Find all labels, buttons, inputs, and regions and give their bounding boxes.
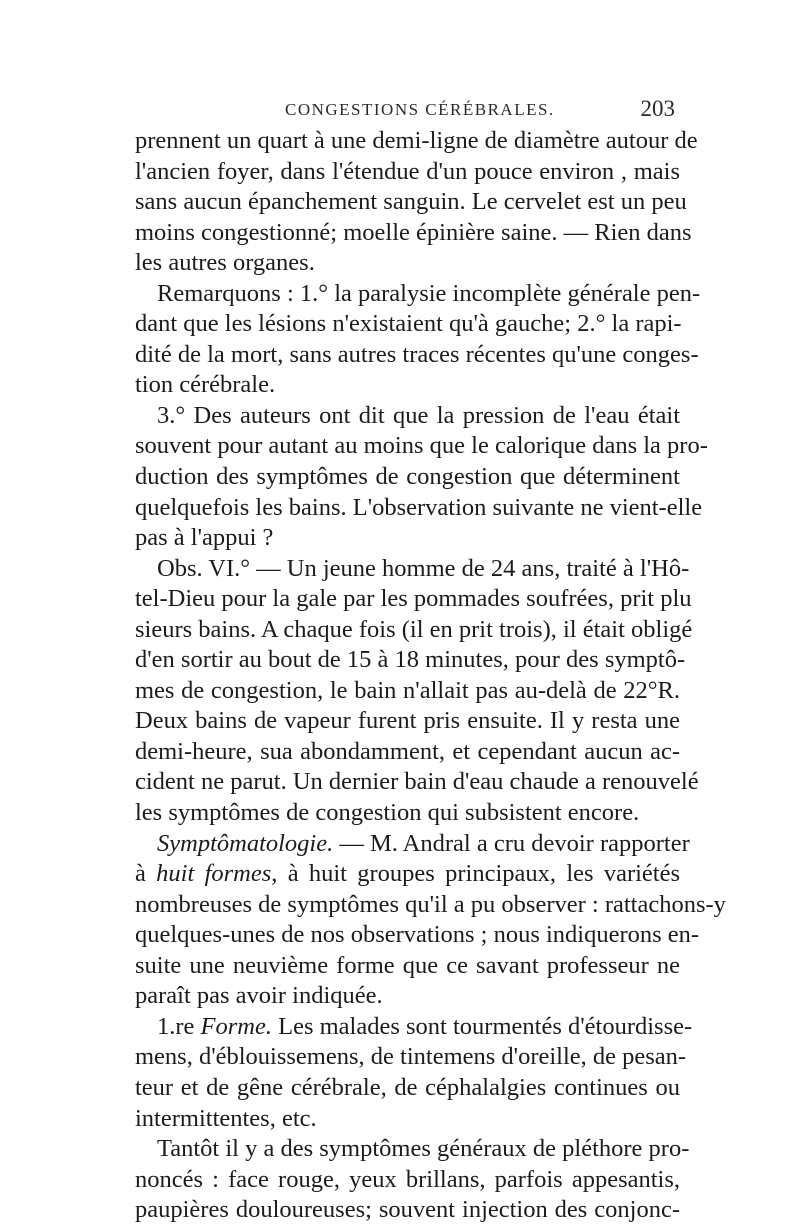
text-line: mes de congestion, le bain n'allait pas au-delà de 22°R.: [135, 676, 680, 704]
text-line: [135, 829, 690, 860]
body-text: [135, 126, 726, 1226]
italic-term: huit formes: [156, 860, 272, 888]
text-line: d'en sortir au bout de 15 à 18 minutes, pour des symptô-: [135, 646, 686, 674]
text-line: dité de la mort, sans autres traces récentes qu'une conges-: [135, 340, 699, 368]
page-number: 203: [640, 96, 675, 121]
text-line: paraît pas avoir indiquée.: [135, 982, 383, 1010]
text-line: Obs. VI.° — Un jeune homme de 24 ans, traité à l'Hô-: [157, 554, 690, 582]
text-line: cident ne parut. Un dernier bain d'eau chaude a renouvelé: [135, 768, 699, 796]
text-line: Remarquons : 1.° la paralysie incomplète générale pen-: [157, 279, 701, 307]
text-line: pas à l'appui ?: [135, 524, 274, 552]
text-line: les autres organes.: [135, 249, 315, 277]
line-rest: — M. Andral a cru devoir rapporter: [333, 829, 690, 857]
text-line: mens, d'éblouissemens, de tintemens d'oreille, de pesan-: [135, 1043, 687, 1071]
line-rest: , à huit groupes principaux, les variétés: [271, 860, 680, 888]
text-line: sieurs bains. A chaque fois (il en prit trois), il était obligé: [135, 615, 693, 643]
text-line: suite une neuvième forme que ce savant professeur ne: [135, 951, 680, 979]
text-line: Tantôt il y a des symptômes généraux de pléthore pro-: [157, 1135, 690, 1163]
text-line: [135, 859, 680, 890]
running-head: CONGESTIONS CÉRÉBRALES.: [285, 100, 555, 119]
text-line: sans aucun épanchement sanguin. Le cervelet est un peu: [135, 188, 687, 216]
text-line: les symptômes de congestion qui subsistent encore.: [135, 799, 640, 827]
text-line: noncés : face rouge, yeux brillans, parfois appesantis,: [135, 1165, 680, 1193]
italic-term: Forme.: [200, 1012, 272, 1040]
line-prefix: à: [135, 860, 157, 888]
line-prefix: 1.re: [157, 1012, 201, 1040]
text-line: paupières douloureuses; souvent injection des conjonc-: [135, 1196, 680, 1224]
text-line: souvent pour autant au moins que le calorique dans la pro-: [135, 432, 708, 460]
text-line: [135, 1012, 693, 1043]
text-line: dant que les lésions n'existaient qu'à gauche; 2.° la rapi-: [135, 310, 682, 338]
text-line: tel-Dieu pour la gale par les pommades soufrées, prit plu: [135, 585, 692, 613]
text-line: duction des symptômes de congestion que déterminent: [135, 463, 680, 491]
text-line: quelquefois les bains. L'observation suivante ne vient-elle: [135, 493, 703, 521]
line-rest: Les malades sont tourmentés d'étourdisse-: [272, 1012, 693, 1040]
text-line: nombreuses de symptômes qu'il a pu observer : rattachons-y: [135, 890, 726, 918]
text-line: 3.° Des auteurs ont dit que la pression de l'eau était: [157, 401, 680, 429]
text-line: l'ancien foyer, dans l'étendue d'un pouce environ , mais: [135, 157, 680, 185]
page-header: [135, 96, 675, 126]
text-line: tion cérébrale.: [135, 371, 276, 399]
text-line: prennent un quart à une demi-ligne de diamètre autour de: [135, 127, 698, 154]
text-line: intermittentes, etc.: [135, 1104, 317, 1132]
text-line: quelques-unes de nos observations ; nous indiquerons en-: [135, 921, 700, 949]
text-line: teur et de gêne cérébrale, de céphalalgies continues ou: [135, 1073, 680, 1101]
text-line: Deux bains de vapeur furent pris ensuite. Il y resta une: [135, 707, 680, 735]
text-line: demi-heure, sua abondamment, et cependant aucun ac-: [135, 737, 680, 765]
text-line: moins congestionné; moelle épinière saine. — Rien dans: [135, 218, 692, 246]
italic-term: Symptômatologie.: [157, 829, 334, 857]
